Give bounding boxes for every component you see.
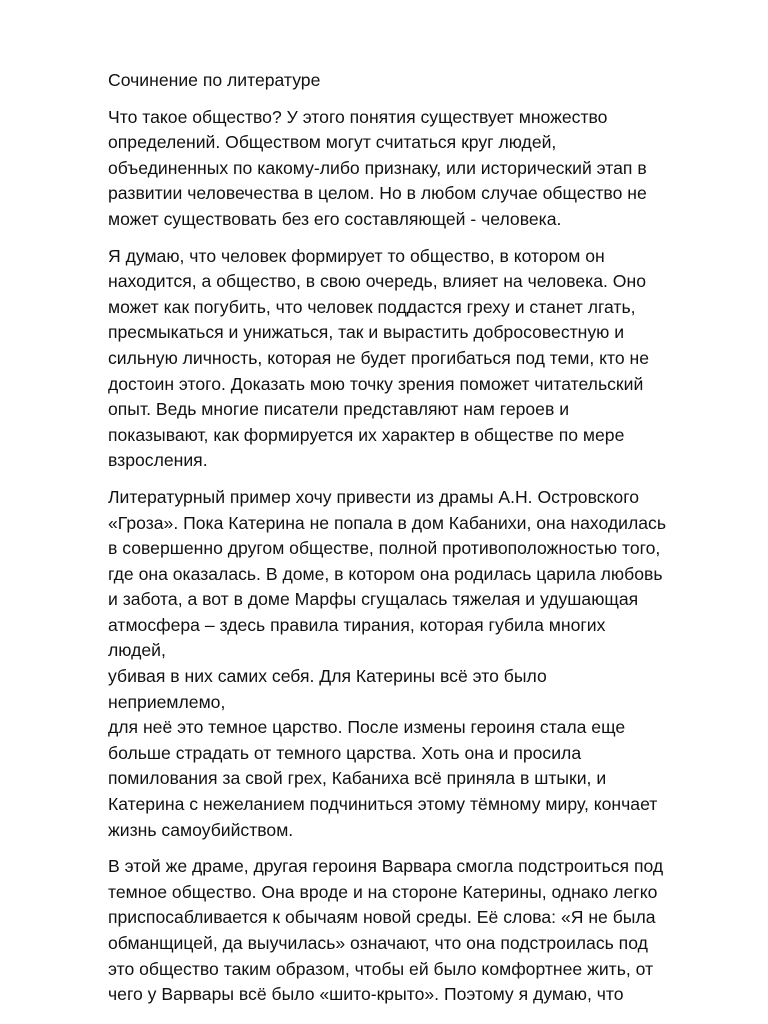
paragraph-1: Что такое общество? У этого понятия существует множество определений. Обществом могут считаться круг людей, объединенных по какому-либо признаку, или исторический этап в развитии человечества в целом. Но в любом случае общество не может существовать без его составляющей - человека. xyxy=(108,106,647,229)
document-title: Сочинение по литературе xyxy=(108,70,321,90)
paragraph-3: Литературный пример хочу привести из драмы А.Н. Островского «Гроза». Пока Катерина не попала в дом Кабанихи, она находилась в совершенно другом обществе, полной противоположностью того, где она оказалась. В доме, в котором она родилась царила любовь и забота, а вот в доме Марфы сгущалась тяжелая и удушающая атмосфера – здесь правила тирания, которая губила многих людей, убивая в них самих себя. Для Катерины всё это было неприемлемо, для неё это темное царство. После измены героиня стала еще больше страдать от темного царства. Хоть она и просила помилования за свой грех, Кабаниха всё приняла в штыки, и Катерина с нежеланием подчиниться этому тёмному миру, кончает жизнь самоубийством. xyxy=(108,486,667,840)
paragraph-2: Я думаю, что человек формирует то общество, в котором он находится, а общество, в свою очередь, влияет на человека. Оно может как погубить, что человек поддастся греху и станет лгать, пресмыкаться и унижаться, так и вырастить добросовестную и сильную личность, которая не будет прогибаться под теми, кто не достоин этого. Доказать мою точку зрения поможет читательский опыт. Ведь многие писатели представляют нам героев и показывают, как формируется их характер в обществе по мере взросления. xyxy=(108,245,650,471)
document-body xyxy=(108,68,668,1019)
paragraph-4: В этой же драме, другая героиня Варвара смогла подстроиться под темное общество. Она вроде и на стороне Катерины, однако легко приспосабливается к обычаям новой среды. Её слова: «Я не была обманщицей, да выучилась» означают, что она подстроилась под это общество таким образом, чтобы ей было комфортнее жить, от чего у Варвары всё было «шито-крыто». Поэтому я думаю, что xyxy=(108,856,664,1005)
